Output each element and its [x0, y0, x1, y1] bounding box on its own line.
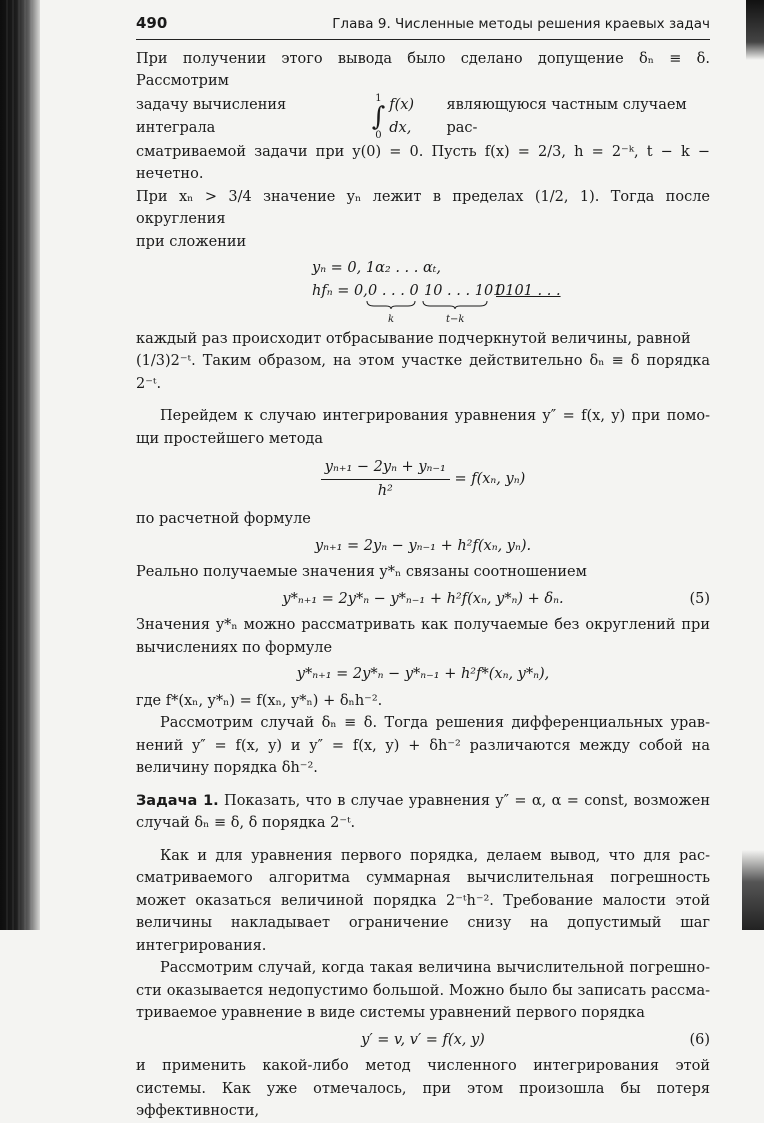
paragraph-6: Значения y*ₙ можно рассматривать как получаемые без округлений при вычислениях по формуле	[136, 617, 710, 656]
braced-group-zeros: 0 . . . 0	[368, 282, 419, 299]
equation-6	[136, 1029, 710, 1052]
binding-streaks	[6, 0, 36, 930]
paragraph-3: Перейдем к случаю интегрирования уравнения y″ = f(x, y) при помо-щи простейшего метода	[136, 408, 710, 447]
integral-lower-limit: 0	[375, 129, 382, 141]
paragraph-1-line3: сматриваемой задачи при y(0) = 0. Пусть f(x) = 2/3, h = 2⁻ᵏ, t − k − нечетно.	[136, 143, 710, 182]
book-page	[136, 12, 710, 1123]
page-number: 490	[136, 14, 168, 32]
equation-6-number: (6)	[689, 1031, 710, 1048]
integral-pre-text: задачу вычисления интеграла	[136, 97, 287, 136]
paragraph-10: Рассмотрим случай, когда такая величина вычислительной погрешно-сти оказывается недопустимо большой. Можно было бы записать рассма-триваемое уравнение в виде системы уравнений первого порядка	[136, 960, 710, 1021]
fraction-rhs: = f(xₙ, yₙ)	[454, 471, 526, 487]
running-head: Глава 9. Численные методы решения краевых задач	[332, 16, 710, 32]
integral-limits	[368, 93, 390, 141]
paragraph-5: Реально получаемые значения y*ₙ связаны соотношением	[136, 564, 587, 580]
integral-line	[136, 93, 710, 141]
integral-post-text: являющуюся частным случаем рас-	[446, 97, 687, 136]
integrand: f(x) dx,	[389, 97, 415, 136]
difference-equation	[136, 456, 710, 502]
paragraph-1-line4: При xₙ > 3/4 значение yₙ лежит в пределах (1/2, 1). Тогда после округления	[136, 188, 710, 227]
fraction	[321, 456, 450, 502]
underbrace-label-t-k: t−k	[446, 313, 465, 325]
rounding-cases	[312, 257, 710, 324]
page-header	[136, 12, 710, 40]
paragraph-2-line1: каждый раз происходит отбрасывание подчеркнутой величины, равной	[136, 330, 691, 347]
equation-5-number: (5)	[689, 590, 710, 607]
cases-line-2-lead: hfₙ = 0,	[312, 282, 368, 299]
paragraph-1-line1: При получении этого вывода было сделано допущение δₙ ≡ δ. Рассмотрим	[136, 50, 710, 89]
paragraph-11: и применить какой-либо метод численного интегрирования этой системы. Как уже отмечалось, при этом произошла бы потеря эффективности,	[136, 1058, 710, 1119]
paragraph-2-line2: (1/3)2⁻ᵗ. Таким образом, на этом участке действительно δₙ ≡ δ порядка 2⁻ᵗ.	[136, 353, 710, 392]
cases-line-2	[312, 280, 710, 324]
cases-line-1: yₙ = 0, 1α₂ . . . αₜ,	[312, 260, 441, 276]
underbrace-label-k: k	[388, 313, 395, 325]
equation-5-text: y*ₙ₊₁ = 2y*ₙ − y*ₙ₋₁ + h²f(xₙ, y*ₙ) + δₙ.	[282, 590, 564, 607]
page-corner-shadow-bottom	[742, 850, 764, 930]
equation-perturbed	[136, 663, 710, 686]
equation-6-text: y′ = v, v′ = f(x, y)	[361, 1031, 485, 1048]
equation-recurrence-text: yₙ₊₁ = 2yₙ − yₙ₋₁ + h²f(xₙ, yₙ).	[314, 537, 532, 554]
task-label: Задача 1.	[136, 792, 219, 809]
paragraph-4: по расчетной формуле	[136, 511, 311, 527]
equation-5	[136, 588, 710, 611]
equation-perturbed-text: y*ₙ₊₁ = 2y*ₙ − y*ₙ₋₁ + h²f*(xₙ, y*ₙ),	[296, 666, 550, 682]
fraction-denominator: h²	[377, 482, 393, 499]
equation-recurrence	[136, 535, 710, 558]
paragraph-7: где f*(xₙ, y*ₙ) = f(xₙ, y*ₙ) + δₙh⁻².	[136, 692, 383, 709]
fraction-numerator: yₙ₊₁ − 2yₙ + yₙ₋₁	[321, 456, 450, 480]
integral-sign-icon: ∫	[371, 101, 386, 132]
paragraph-1-line5: при сложении	[136, 233, 247, 250]
paragraph-9: Как и для уравнения первого порядка, делаем вывод, что для рас-сматриваемого алгоритма суммарная вычислительная погрешность может оказаться величиной порядка 2⁻ᵗh⁻². Требование малости этой величины накладывает ограничение снизу на допустимый шаг интегрирования.	[136, 847, 710, 954]
integral-upper-limit: 1	[375, 92, 382, 104]
braced-group-ones: 10 . . . 101	[424, 282, 503, 299]
paragraph-8: Рассмотрим случай δₙ ≡ δ. Тогда решения дифференциальных урав-нений y″ = f(x, y) и y″ = f(x, y) + δh⁻² различаются между собой на величину порядка δh⁻².	[136, 715, 710, 776]
task-text: Показать, что в случае уравнения y″ = α, α = const, возможен случай δₙ ≡ δ, δ порядка 2⁻ᵗ.	[136, 792, 710, 831]
page-corner-shadow-top	[746, 0, 764, 60]
task-1	[136, 790, 710, 835]
underlined-group: 0101 . . .	[496, 282, 561, 299]
